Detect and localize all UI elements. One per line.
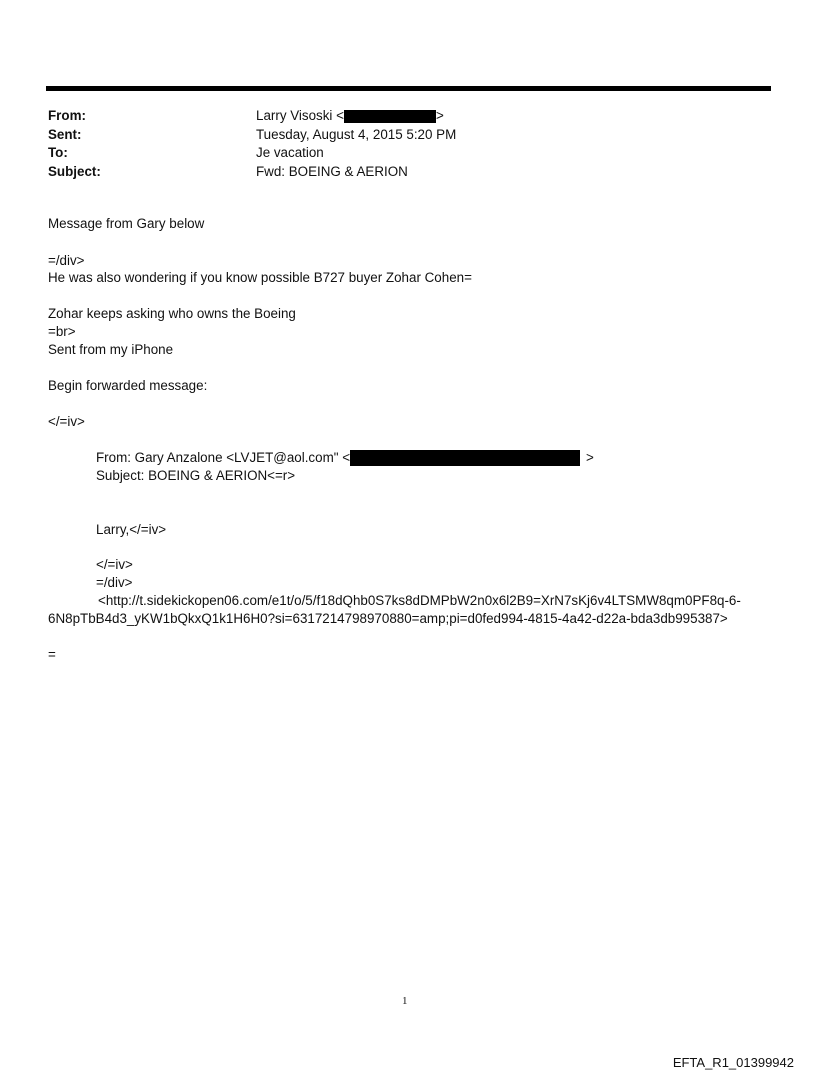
- sent-row: [48, 126, 456, 145]
- body-line: =br>: [48, 324, 76, 339]
- body-line: =/div>: [48, 253, 85, 268]
- body-line: Larry,</=iv>: [96, 522, 167, 537]
- body-line: </=iv>: [48, 414, 85, 429]
- body-line: Begin forwarded message:: [48, 378, 208, 393]
- from-close: >: [435, 108, 444, 123]
- forwarded-subject: Subject: BOEING & AERION<=r>: [96, 468, 296, 483]
- to-label: To:: [48, 145, 68, 160]
- subject-label: Subject:: [48, 163, 101, 179]
- bates-number: EFTA_R1_01399942: [672, 1055, 794, 1070]
- body-line: =: [48, 647, 56, 662]
- sent-label: Sent:: [48, 126, 82, 142]
- page-number: 1: [402, 995, 408, 1007]
- forwarded-from-close: >: [586, 450, 594, 465]
- tracking-url-line-1: <http://t.sidekickopen06.com/e1t/o/5/f18dQhb0S7ks8dDMPbW2n0x6l2B9=XrN7sKj6v4LTSMW8qm0PF8q-6-: [98, 593, 741, 608]
- forwarded-from-text: From: Gary Anzalone <LVJET@aol.com" <: [96, 450, 351, 465]
- to-value: Je vacation: [256, 145, 324, 160]
- tracking-url-line-2: 6N8pTbB4d3_yKW1bQkxQ1k1H6H0?si=6317214798970880=amp;pi=d0fed994-4815-4a42-d22a-bda3db995387>: [48, 611, 728, 626]
- from-row: [48, 107, 456, 126]
- body-line: Zohar keeps asking who owns the Boeing: [48, 306, 296, 321]
- from-name: Larry Visoski <: [256, 108, 344, 123]
- body-line: He was also wondering if you know possible B727 buyer Zohar Cohen=: [48, 270, 472, 285]
- header-rule: [46, 86, 771, 91]
- forwarded-from: [96, 449, 594, 467]
- subject-row: [48, 163, 456, 182]
- redaction-box: [344, 110, 436, 123]
- body-line: </=iv>: [96, 557, 133, 572]
- from-label: From:: [48, 108, 86, 123]
- redaction-box: [350, 450, 580, 466]
- subject-value: Fwd: BOEING & AERION: [256, 163, 408, 179]
- email-header: [48, 107, 456, 181]
- from-value: [256, 107, 444, 126]
- body-line: Message from Gary below: [48, 216, 205, 231]
- sent-value: Tuesday, August 4, 2015 5:20 PM: [256, 126, 457, 142]
- body-line: Sent from my iPhone: [48, 342, 174, 357]
- body-line: =/div>: [96, 575, 133, 590]
- to-row: [48, 144, 456, 163]
